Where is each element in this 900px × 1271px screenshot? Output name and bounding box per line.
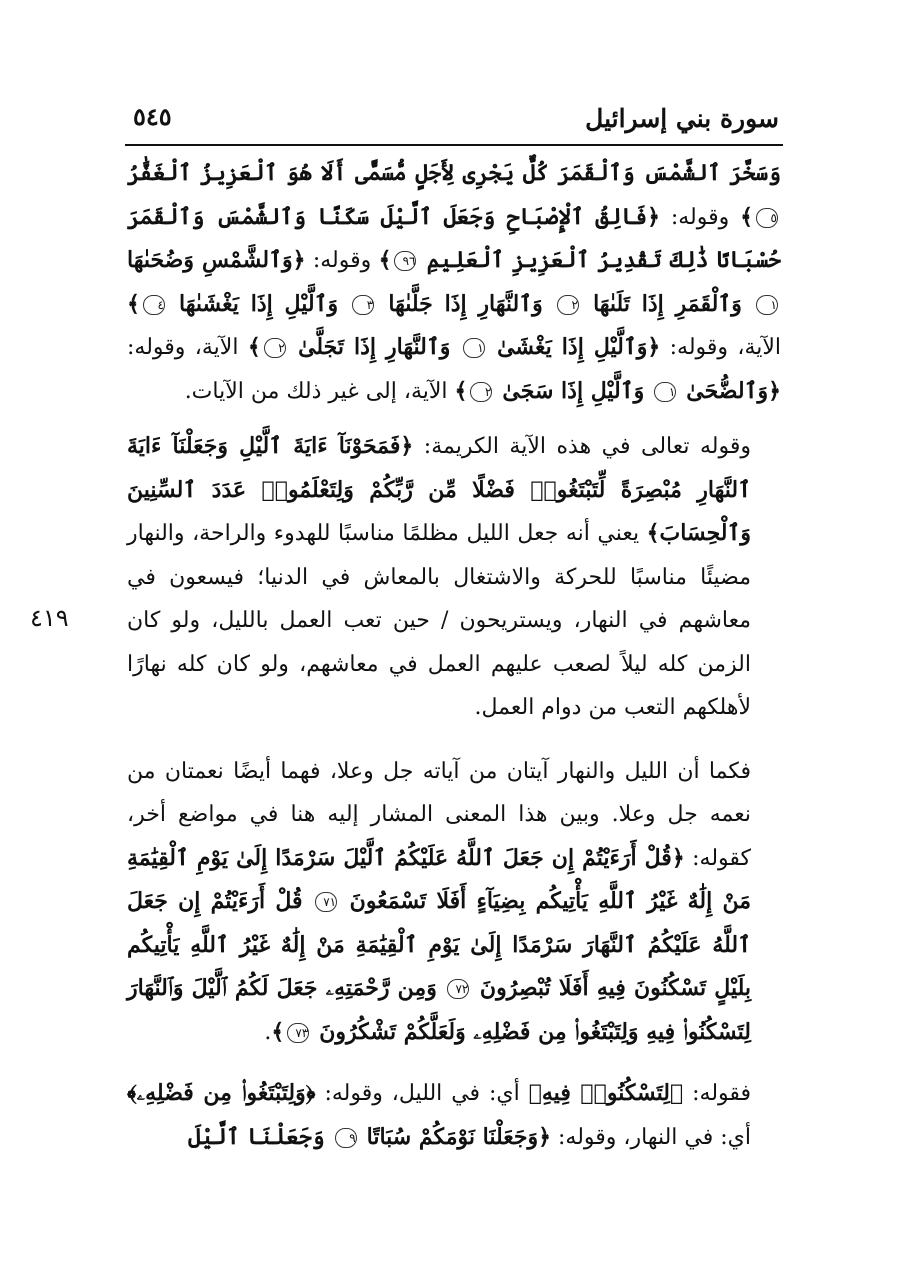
ayah-number: ٢ bbox=[557, 295, 579, 315]
quran-verse: فَالِقُ ٱلْإِصْبَاحِ وَجَعَلَ ٱلَّيْلَ سَكَنًا وَٱلشَّمْسَ وَٱلْقَمَرَ حُسْبَانًا ذَٰلِكَ تَقْدِيرُ ٱلْعَزِيزِ ٱلْعَلِيمِ bbox=[127, 203, 781, 273]
quran-verse: وَٱلضُّحَىٰ bbox=[686, 377, 769, 404]
quran-verse: وَٱلْقَمَرِ إِذَا تَلَىٰهَا bbox=[593, 290, 742, 317]
quran-verse: قُلْ أَرَءَيْتُمْ إِن جَعَلَ ٱللَّهُ عَلَيْكُمُ ٱلَّيْلَ سَرْمَدًا إِلَىٰ يَوْمِ ٱلْقِيَٰمَةِ مَنْ إِلَٰهٌ غَيْرُ ٱللَّهِ يَأْتِيكُم بِضِيَآءٍ أَفَلَا تَسْمَعُونَ bbox=[127, 844, 751, 914]
quran-verse: وَٱلنَّهَارِ إِذَا جَلَّىٰهَا bbox=[388, 290, 543, 317]
quran-verse: قُلْ أَرَءَيْتُمْ إِن جَعَلَ ٱللَّهُ عَلَيْكُمُ ٱلنَّهَارَ سَرْمَدًا إِلَىٰ يَوْمِ ٱلْقِيَٰمَةِ مَنْ إِلَٰهٌ غَيْرُ ٱللَّهِ يَأْتِيكُم بِلَيْلٍ تَسْكُنُونَ فِيهِ أَفَلَا تُبْصِرُونَ bbox=[127, 888, 751, 1001]
ayah-number: ٢ bbox=[470, 382, 492, 402]
text: فقوله: bbox=[692, 1081, 752, 1106]
ayah-number: ٢ bbox=[264, 338, 286, 358]
quran-verse: فَمَحَوْنَآ ءَايَةَ ٱلَّيْلِ وَجَعَلْنَآ ءَايَةَ ٱلنَّهَارِ مُبْصِرَةً لِّتَبْتَغُوا۟ فَضْلًا مِّن رَّبِّكُمْ وَلِتَعْلَمُوا۟ عَدَدَ ٱلسِّنِينَ وَٱلْحِسَابَ bbox=[127, 433, 751, 546]
page-number: ٥٤٥ bbox=[133, 102, 172, 131]
text: فكما أن الليل والنهار آيتان من آياته جل وعلا، فهما أيضًا نعمتان من نعمه جل وعلا. وبين هذا المعنى المشار إليه هنا في مواضع أخر، كقوله: bbox=[127, 758, 751, 871]
text: الآية، وقوله: bbox=[669, 335, 782, 360]
header-rule bbox=[125, 144, 783, 146]
surah-title: سورة بني إسرائيل bbox=[585, 104, 779, 133]
margin-page-number: ٤١٩ bbox=[30, 604, 69, 632]
quran-verse: وَٱلَّيْلِ إِذَا يَغْشَىٰ bbox=[497, 334, 648, 360]
text: يعني أنه جعل الليل مظلمًا مناسبًا للهدوء والراحة، والنهار مضيئًا مناسبًا للحركة والاشتغال بالمعاش في الدنيا؛ فيسعون في معاشهم في النهار، ويستريحون / حين تعب العمل بالليل، ولو كان الزمن كله ليلاً لصعب عليهم العمل في معاشهم، ولو كان كله نهارًا لأهلكهم التعب من دوام العمل. bbox=[127, 521, 751, 720]
page-body bbox=[127, 152, 781, 1159]
ayah-number: ٣ bbox=[352, 295, 374, 315]
quran-verse: وَلِتَبْتَغُوا۟ مِن فَضْلِهِۦ bbox=[136, 1080, 306, 1106]
ayah-number: ٩٦ bbox=[394, 251, 416, 271]
quran-verse: وَٱلَّيْلِ إِذَا سَجَىٰ bbox=[502, 377, 645, 404]
quran-verse: وَسَخَّرَ ٱلشَّمْسَ وَٱلْقَمَرَ كُلٌّ يَجْرِى لِأَجَلٍ مُّسَمًّى أَلَا هُوَ ٱلْعَزِيزُ ٱلْغَفَّٰرُ bbox=[127, 160, 781, 186]
ayah-number: ١ bbox=[463, 338, 485, 358]
paragraph-1: وَسَخَّرَ ٱلشَّمْسَ وَٱلْقَمَرَ كُلٌّ يَجْرِى لِأَجَلٍ مُّسَمًّى أَلَا هُوَ ٱلْعَزِيزُ ٱلْغَفَّٰرُ ٥﴾ وقوله: ﴿فَالِقُ ٱلْإِصْبَاحِ وَجَعَلَ ٱلَّيْلَ سَكَنًا وَٱلشَّمْسَ وَٱلْقَمَرَ حُسْبَانًا ذَٰلِكَ تَقْدِيرُ ٱلْعَزِيزِ ٱلْعَلِيمِ ٩٦﴾ وقوله: ﴿وَٱلشَّمْسِ وَضُحَىٰهَا ١ وَٱلْقَمَرِ إِذَا تَلَىٰهَا ٢ وَٱلنَّهَارِ إِذَا جَلَّىٰهَا ٣ وَٱلَّيْلِ إِذَا يَغْشَىٰهَا ٤﴾ الآية، وقوله: ﴿وَٱلَّيْلِ إِذَا يَغْشَىٰ ١ وَٱلنَّهَارِ إِذَا تَجَلَّىٰ ٢﴾ الآية، وقوله: ﴿وَٱلضُّحَىٰ ١ وَٱلَّيْلِ إِذَا سَجَىٰ ٢﴾ الآية، إلى غير ذلك من الآيات. bbox=[127, 160, 782, 404]
text: الآية، وقوله: bbox=[127, 335, 239, 360]
quran-verse: وَجَعَلْنَا نَوْمَكُمْ سُبَاتًا bbox=[366, 1123, 539, 1150]
text: أي: في الليل، وقوله: bbox=[324, 1081, 520, 1106]
ayah-number: ٧٣ bbox=[287, 1023, 309, 1043]
quran-verse: وَٱلشَّمْسِ وَضُحَىٰهَا bbox=[127, 247, 293, 273]
ayah-number: ٩ bbox=[335, 1128, 357, 1148]
ayah-number: ١ bbox=[654, 382, 676, 402]
quran-verse: وَجَعَلْنَا ٱلَّيْلَ bbox=[188, 1123, 325, 1150]
text: وقوله: bbox=[670, 204, 730, 230]
paragraph-2: وقوله تعالى في هذه الآية الكريمة: ﴿فَمَحَوْنَآ ءَايَةَ ٱلَّيْلِ وَجَعَلْنَآ ءَايَةَ ٱلنَّهَارِ مُبْصِرَةً لِّتَبْتَغُوا۟ فَضْلًا مِّن رَّبِّكُمْ وَلِتَعْلَمُوا۟ عَدَدَ ٱلسِّنِينَ وَٱلْحِسَابَ﴾ يعني أنه جعل الليل مظلمًا مناسبًا للهدوء والراحة، والنهار مضيئًا مناسبًا للحركة والاشتغال بالمعاش في الدنيا؛ فيسعون في معاشهم في النهار، ويستريحون / حين تعب العمل بالليل، ولو كان الزمن كله ليلاً لصعب عليهم العمل في معاشهم، ولو كان كله نهارًا لأهلكهم التعب من دوام العمل. bbox=[127, 433, 751, 720]
text: الآية، إلى غير ذلك من الآيات. bbox=[184, 378, 448, 404]
text: وقوله: bbox=[312, 248, 372, 273]
quran-verse: وَٱلنَّهَارِ إِذَا تَجَلَّىٰ bbox=[298, 334, 451, 360]
quran-verse: لِتَسْكُنُوا۟ فِيهِ bbox=[541, 1080, 670, 1106]
paragraph-3: فكما أن الليل والنهار آيتان من آياته جل وعلا، فهما أيضًا نعمتان من نعمه جل وعلا. وبين هذا المعنى المشار إليه هنا في مواضع أخر، كقوله: ﴿قُلْ أَرَءَيْتُمْ إِن جَعَلَ ٱللَّهُ عَلَيْكُمُ ٱلَّيْلَ سَرْمَدًا إِلَىٰ يَوْمِ ٱلْقِيَٰمَةِ مَنْ إِلَٰهٌ غَيْرُ ٱللَّهِ يَأْتِيكُم بِضِيَآءٍ أَفَلَا تَسْمَعُونَ ٧١ قُلْ أَرَءَيْتُمْ إِن جَعَلَ ٱللَّهُ عَلَيْكُمُ ٱلنَّهَارَ سَرْمَدًا إِلَىٰ يَوْمِ ٱلْقِيَٰمَةِ مَنْ إِلَٰهٌ غَيْرُ ٱللَّهِ يَأْتِيكُم بِلَيْلٍ تَسْكُنُونَ فِيهِ أَفَلَا تُبْصِرُونَ ٧٢ وَمِن رَّحْمَتِهِۦ جَعَلَ لَكُمُ ٱلَّيْلَ وَٱلنَّهَارَ لِتَسْكُنُوا۟ فِيهِ وَلِتَبْتَغُوا۟ مِن فَضْلِهِۦ وَلَعَلَّكُمْ تَشْكُرُونَ ٧٣﴾. bbox=[127, 758, 751, 1045]
quran-verse: وَمِن رَّحْمَتِهِۦ جَعَلَ لَكُمُ ٱلَّيْلَ وَٱلنَّهَارَ لِتَسْكُنُوا۟ فِيهِ وَلِتَبْتَغُوا۟ مِن فَضْلِهِۦ وَلَعَلَّكُمْ تَشْكُرُونَ bbox=[127, 975, 751, 1045]
ayah-number: ٧١ bbox=[315, 892, 337, 912]
ayah-number: ٥ bbox=[756, 208, 778, 228]
text: وقوله تعالى في هذه الآية الكريمة: bbox=[423, 434, 751, 459]
text: أي: في النهار، وقوله: bbox=[557, 1124, 751, 1150]
ayah-number: ٧٢ bbox=[447, 979, 469, 999]
paragraph-4: فقوله: ﴿لِتَسْكُنُوا۟ فِيهِ﴾ أي: في الليل، وقوله: ﴿وَلِتَبْتَغُوا۟ مِن فَضْلِهِۦ﴾ أي: في النهار، وقوله: ﴿وَجَعَلْنَا نَوْمَكُمْ سُبَاتًا ٩ وَجَعَلْنَا ٱلَّيْلَ bbox=[127, 1080, 752, 1150]
ayah-number: ١ bbox=[756, 295, 778, 315]
ayah-number: ٤ bbox=[143, 295, 165, 315]
page-header bbox=[125, 92, 783, 146]
quran-verse: وَٱلَّيْلِ إِذَا يَغْشَىٰهَا bbox=[179, 290, 339, 317]
